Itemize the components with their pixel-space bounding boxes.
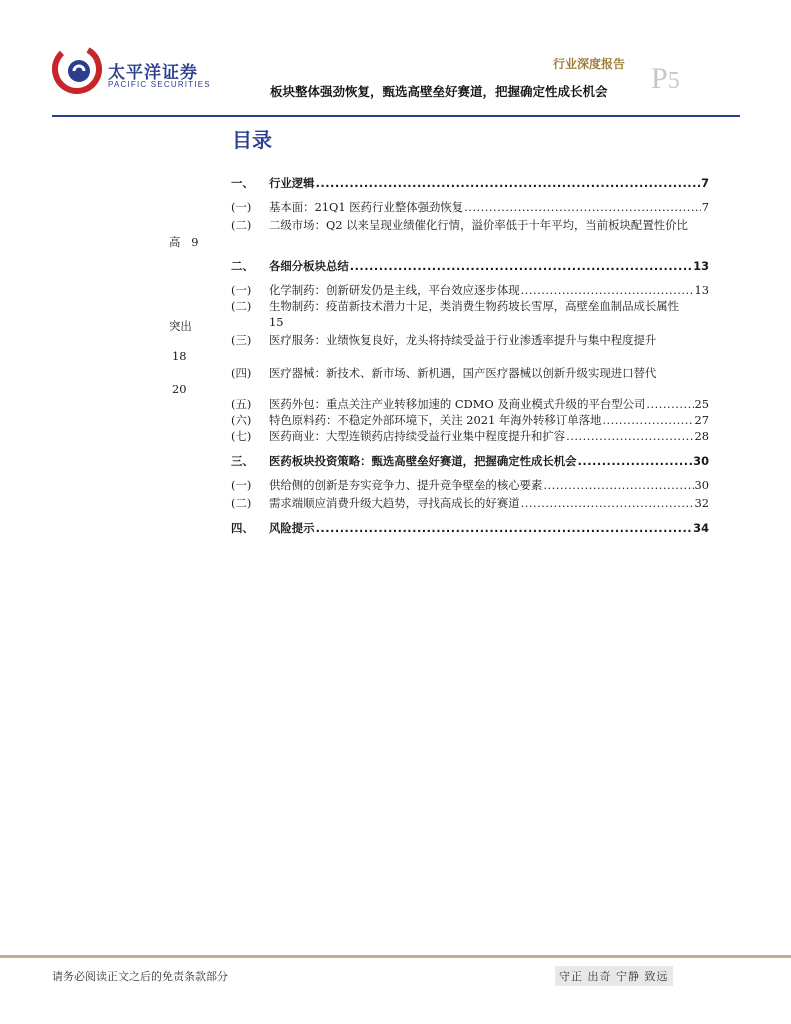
- toc-leader-dots: [521, 495, 694, 511]
- toc-leader-dots: [350, 258, 692, 274]
- toc-entry-title: 各细分板块总结: [269, 259, 349, 273]
- toc-entry[interactable]: [231, 453, 709, 469]
- page-number: [651, 62, 680, 96]
- toc-entry-number: (二): [231, 496, 252, 510]
- toc-entry-number: (二): [231, 299, 252, 313]
- toc-leader-dots: [566, 428, 693, 444]
- toc-entry[interactable]: [231, 365, 731, 381]
- toc-leader-dots: [578, 453, 693, 469]
- toc-entry-title: 基本面：21Q1 医药行业整体强劲恢复: [269, 200, 464, 214]
- toc-entry-number: (一): [231, 200, 252, 214]
- toc-entry-page: 32: [694, 496, 709, 510]
- toc-entry-continuation: [169, 234, 199, 250]
- toc-leader-dots: [521, 282, 694, 298]
- brand-name-cn: 太平洋证券: [108, 63, 198, 83]
- toc-entry[interactable]: [231, 217, 731, 233]
- toc-entry-number: (六): [231, 413, 252, 427]
- toc-entry-page: 15: [269, 315, 284, 329]
- toc-entry-number: 四、: [231, 521, 254, 535]
- toc-entry-title: 医疗器械：新技术、新市场、新机遇，国产医疗器械以创新升级实现进口替代: [269, 366, 657, 380]
- toc-entry-page: 30: [693, 454, 709, 468]
- toc-entry-number: 二、: [231, 259, 254, 273]
- toc-entry-page: 9: [191, 235, 199, 249]
- toc-leader-dots: [543, 477, 693, 493]
- footer-divider: [0, 955, 791, 958]
- toc-entry[interactable]: [231, 199, 709, 215]
- page-prefix: P: [651, 62, 668, 95]
- report-type: 行业深度报告: [553, 57, 626, 71]
- toc-leader-dots: [646, 396, 693, 412]
- toc-entry[interactable]: [231, 175, 709, 191]
- toc-entry-number: (四): [231, 366, 252, 380]
- toc-entry-number: (一): [231, 283, 252, 297]
- toc-entry[interactable]: [231, 428, 709, 444]
- toc-entry-number: (二): [231, 218, 252, 232]
- toc-entry-number: 一、: [231, 176, 254, 190]
- toc-leader-dots: [464, 199, 701, 215]
- toc-entry[interactable]: [231, 258, 709, 274]
- toc-entry-title: 二级市场：Q2 以来呈现业绩催化行情，溢价率低于十年平均，当前板块配置性价比: [269, 218, 688, 232]
- toc-entry[interactable]: [231, 282, 709, 298]
- header-divider: [52, 115, 740, 117]
- toc-entry-page: 7: [701, 176, 709, 190]
- toc-entry-title: 医疗服务：业绩恢复良好，龙头将持续受益于行业渗透率提升与集中程度提升: [269, 333, 657, 347]
- page-digit: 5: [667, 68, 680, 94]
- toc-leader-dots: [316, 520, 693, 536]
- report-title: 板块整体强劲恢复，甄选高壁垒好赛道，把握确定性成长机会: [270, 84, 608, 99]
- toc-entry-title: 化学制药：创新研发仍是主线，平台效应逐步体现: [269, 283, 520, 297]
- toc-entry-number: 三、: [231, 454, 254, 468]
- toc-entry[interactable]: [231, 332, 731, 348]
- footer-disclaimer: 请务必阅读正文之后的免责条款部分: [52, 970, 228, 983]
- toc-heading: 目录: [232, 128, 272, 152]
- toc-entry[interactable]: [231, 495, 709, 511]
- toc-entry[interactable]: [231, 298, 731, 314]
- toc-entry-title-cont: 突出: [169, 319, 192, 333]
- toc-entry-page: 34: [693, 521, 709, 535]
- toc-entry-title: 风险提示: [269, 521, 315, 535]
- toc-entry-title: 医药外包：重点关注产业转移加速的 CDMO 及商业模式升级的平台型公司: [269, 397, 646, 411]
- footer-slogan: 守正 出奇 宁静 致远: [555, 966, 673, 986]
- toc-entry-number: (五): [231, 397, 252, 411]
- toc-entry-title: 生物制药：疫苗新技术潜力十足，类消费生物药坡长雪厚，高壁垒血制品成长属性: [269, 299, 680, 313]
- toc-entry[interactable]: [231, 396, 709, 412]
- toc-entry-title-cont: 高: [169, 235, 181, 249]
- toc-entry-title: 需求端顺应消费升级大趋势，寻找高成长的好赛道: [269, 496, 520, 510]
- toc-entry-title: 供给侧的创新是夯实竞争力、提升竞争壁垒的核心要素: [269, 478, 543, 492]
- toc-entry[interactable]: [231, 412, 709, 428]
- pacific-securities-logo-icon: [52, 44, 102, 94]
- toc-entry-number: (七): [231, 429, 252, 443]
- toc-entry-page: 18: [172, 349, 187, 363]
- toc-entry-title: 行业逻辑: [269, 176, 315, 190]
- toc-entry-title: 医药板块投资策略：甄选高壁垒好赛道，把握确定性成长机会: [269, 454, 577, 468]
- toc-entry[interactable]: [231, 520, 709, 536]
- toc-entry-title: 特色原料药：不稳定外部环境下，关注 2021 年海外转移订单落地: [269, 413, 602, 427]
- toc-entry-number: (三): [231, 333, 252, 347]
- toc-entry-page: 7: [701, 200, 709, 214]
- toc-entry-page: 27: [694, 413, 709, 427]
- toc-entry-page: 13: [694, 283, 709, 297]
- toc-leader-dots: [602, 412, 693, 428]
- toc-entry-page: 25: [694, 397, 709, 411]
- toc-entry-title: 医药商业：大型连锁药店持续受益行业集中程度提升和扩容: [269, 429, 566, 443]
- toc-leader-dots: [316, 175, 700, 191]
- toc-entry-number: (一): [231, 478, 252, 492]
- toc-entry-page: 28: [694, 429, 709, 443]
- toc-entry-page: 13: [693, 259, 709, 273]
- toc-entry-page: 20: [172, 382, 187, 396]
- brand-name-en: PACIFIC SECURITIES: [108, 80, 211, 89]
- toc-entry[interactable]: [231, 477, 709, 493]
- toc-entry-page: 30: [694, 478, 709, 492]
